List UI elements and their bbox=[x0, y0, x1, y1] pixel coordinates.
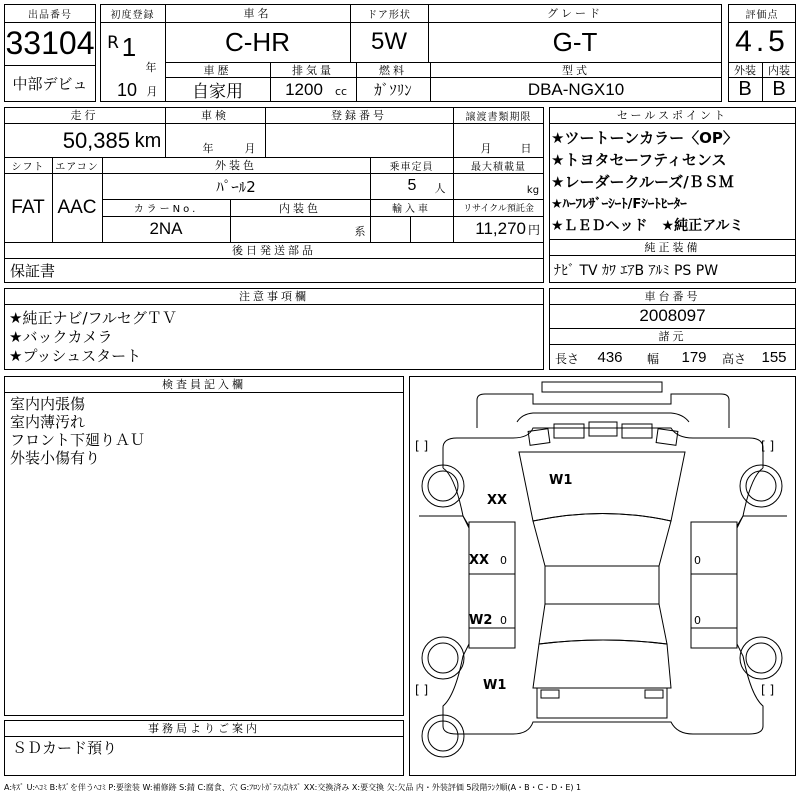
door-type: 5W bbox=[371, 28, 407, 55]
interior-grade: B bbox=[772, 78, 786, 100]
color-number: 2NA bbox=[149, 219, 183, 238]
damage-mark-left-rear-door: W2 bbox=[469, 613, 493, 628]
inspection-year-unit: 年 bbox=[202, 142, 214, 155]
inspector-notes-label: 検査員記入欄 bbox=[162, 378, 246, 391]
caution-item: ★バックカメラ bbox=[9, 328, 113, 346]
damage-mark-zero: 0 bbox=[500, 614, 507, 627]
score-label: 評価点 bbox=[745, 9, 779, 21]
inspector-note: フロント下廻りＡＵ bbox=[10, 431, 146, 449]
seating-capacity: 5 bbox=[407, 177, 417, 194]
mileage: 50,385 bbox=[62, 128, 130, 153]
width-label: 幅 bbox=[646, 351, 659, 366]
registration-month: 10 bbox=[116, 80, 138, 100]
capacity-unit: 人 bbox=[434, 182, 446, 195]
damage-mark-front-left: XX bbox=[487, 493, 508, 508]
overall-score: 4.5 bbox=[735, 25, 789, 58]
registration-number-label: 登録番号 bbox=[331, 109, 387, 122]
inspection-label: 車検 bbox=[201, 109, 229, 122]
fuel-label: 燃料 bbox=[379, 63, 407, 77]
lot-number-label: 出品番号 bbox=[28, 9, 72, 21]
grade: G-T bbox=[552, 26, 598, 57]
exterior-color-label: 外装色 bbox=[215, 159, 257, 172]
import-label: 輸入車 bbox=[392, 204, 431, 215]
sales-point-item: ★ﾊｰﾌﾚｻﾞｰｼｰﾄ/Fｼｰﾄﾋｰﾀｰ bbox=[551, 197, 687, 212]
ac-label: エアコン bbox=[55, 161, 99, 173]
equipment-list: ﾅﾋﾞ TV ｶﾜ ｴｱB ｱﾙﾐ PS PW bbox=[554, 262, 719, 279]
history-label: 車歴 bbox=[203, 63, 232, 77]
exterior-color: ﾊﾟｰﾙ2 bbox=[216, 177, 256, 196]
first-registration-label: 初度登録 bbox=[110, 9, 155, 21]
car-name: C-HR bbox=[225, 26, 290, 57]
year-unit: 年 bbox=[145, 61, 157, 74]
damage-mark-rear-left: W1 bbox=[483, 678, 507, 693]
sales-points-label: セールスポイント bbox=[616, 109, 728, 122]
car-history: 自家用 bbox=[192, 82, 243, 102]
transfer-deadline-label: 譲渡書類期限 bbox=[465, 111, 532, 123]
shift-label: シフト bbox=[11, 161, 45, 173]
damage-mark-zero: 0 bbox=[694, 554, 701, 567]
displacement: 1200 bbox=[285, 79, 323, 99]
doors-label: ドア形状 bbox=[367, 9, 411, 21]
later-parts: 保証書 bbox=[10, 262, 56, 280]
mileage-label: 走行 bbox=[70, 109, 99, 122]
diagram-bracket: [ ] bbox=[415, 439, 429, 453]
fuel-type: ｶﾞｿﾘﾝ bbox=[374, 81, 412, 99]
length-value: 436 bbox=[597, 348, 623, 366]
office-note: ＳＤカード預り bbox=[12, 739, 118, 757]
legend: A:ｷｽﾞ U:ﾍｺﾐ B:ｷｽﾞを伴うﾍｺﾐ P:要塗装 W:補修跡 S:錆 C:腐食、穴 G:ﾌﾛﾝﾄｶﾞﾗｽ点ｷｽﾞ XX:交換済み X:要交換 欠:欠品 内・外装評価 5段階ﾗﾝｸ順(A・B・C・D・E) 1 bbox=[4, 782, 582, 792]
damage-mark-left-front-door: XX bbox=[469, 553, 490, 568]
chassis-number: 2008097 bbox=[639, 306, 706, 325]
later-parts-label: 後日発送部品 bbox=[232, 244, 316, 257]
recycle-fee: 11,270 bbox=[475, 219, 526, 238]
inspection-month-unit: 月 bbox=[244, 142, 256, 155]
damage-mark-hood: W1 bbox=[549, 473, 573, 488]
interior-grade-label: 内装 bbox=[768, 63, 790, 77]
transfer-month-unit: 月 bbox=[480, 142, 492, 155]
displacement-label: 排気量 bbox=[292, 63, 334, 77]
capacity-label: 乗車定員 bbox=[389, 161, 434, 173]
max-load-unit: kg bbox=[526, 184, 540, 196]
car-diagram bbox=[409, 376, 796, 776]
lot-number: 33104 bbox=[5, 25, 95, 61]
exterior-grade: B bbox=[738, 78, 752, 100]
sales-point-item: ★ツートーンカラー〈OP〉 bbox=[551, 129, 738, 147]
exterior-grade-label: 外装 bbox=[734, 63, 756, 77]
damage-mark-zero: 0 bbox=[500, 554, 507, 567]
color-number-label: カラーNo. bbox=[133, 204, 199, 215]
grade-label: グレード bbox=[547, 7, 603, 20]
shift-type: FAT bbox=[11, 196, 45, 218]
sales-point-item: ★レーダークルーズ/ＢＳＭ bbox=[551, 173, 734, 191]
sales-point-item: ★ＬＥＤヘッド ★純正アルミ bbox=[551, 218, 744, 234]
diagram-bracket: [ ] bbox=[761, 439, 775, 453]
interior-color-unit: 系 bbox=[354, 225, 366, 238]
displacement-unit: cc bbox=[334, 84, 348, 98]
diagram-bracket: [ ] bbox=[415, 683, 429, 697]
length-label: 長さ bbox=[554, 351, 579, 366]
era-mark: R bbox=[107, 33, 119, 53]
car-name-label: 車名 bbox=[243, 7, 272, 20]
mileage-unit: km bbox=[134, 129, 162, 152]
month-unit: 月 bbox=[146, 85, 158, 98]
recycle-fee-label: リサイクル預託金 bbox=[463, 204, 534, 214]
damage-mark-zero: 0 bbox=[694, 614, 701, 627]
ac-type: AAC bbox=[57, 196, 97, 218]
registration-year: 1 bbox=[121, 31, 137, 62]
inspector-note: 室内薄汚れ bbox=[10, 413, 86, 431]
width-value: 179 bbox=[681, 348, 707, 366]
inspector-note: 外装小傷有り bbox=[10, 449, 101, 467]
venue-name: 中部デビュ bbox=[12, 75, 88, 93]
height-label: 高さ bbox=[721, 351, 746, 366]
inspector-note: 室内内張傷 bbox=[10, 395, 86, 413]
model-code-label: 型式 bbox=[562, 63, 590, 77]
chassis-number-label: 車台番号 bbox=[644, 290, 701, 303]
cautions-label: 注意事項欄 bbox=[239, 290, 309, 303]
caution-item: ★純正ナビ/フルセグＴＶ bbox=[9, 309, 177, 327]
caution-item: ★プッシュスタート bbox=[9, 347, 142, 365]
recycle-fee-unit: 円 bbox=[527, 222, 540, 237]
diagram-bracket: [ ] bbox=[761, 683, 775, 697]
interior-color-label: 内装色 bbox=[279, 201, 321, 215]
max-load-label: 最大積載量 bbox=[471, 161, 526, 173]
dimensions-label: 諸元 bbox=[658, 330, 687, 343]
equipment-label: 純正装備 bbox=[644, 241, 701, 254]
sales-point-item: ★トヨタセーフティセンス bbox=[551, 151, 727, 169]
office-notes-label: 事務局よりご案内 bbox=[148, 722, 260, 735]
transfer-day-unit: 日 bbox=[520, 142, 532, 155]
model-code: DBA-NGX10 bbox=[527, 79, 625, 99]
height-value: 155 bbox=[761, 348, 787, 366]
